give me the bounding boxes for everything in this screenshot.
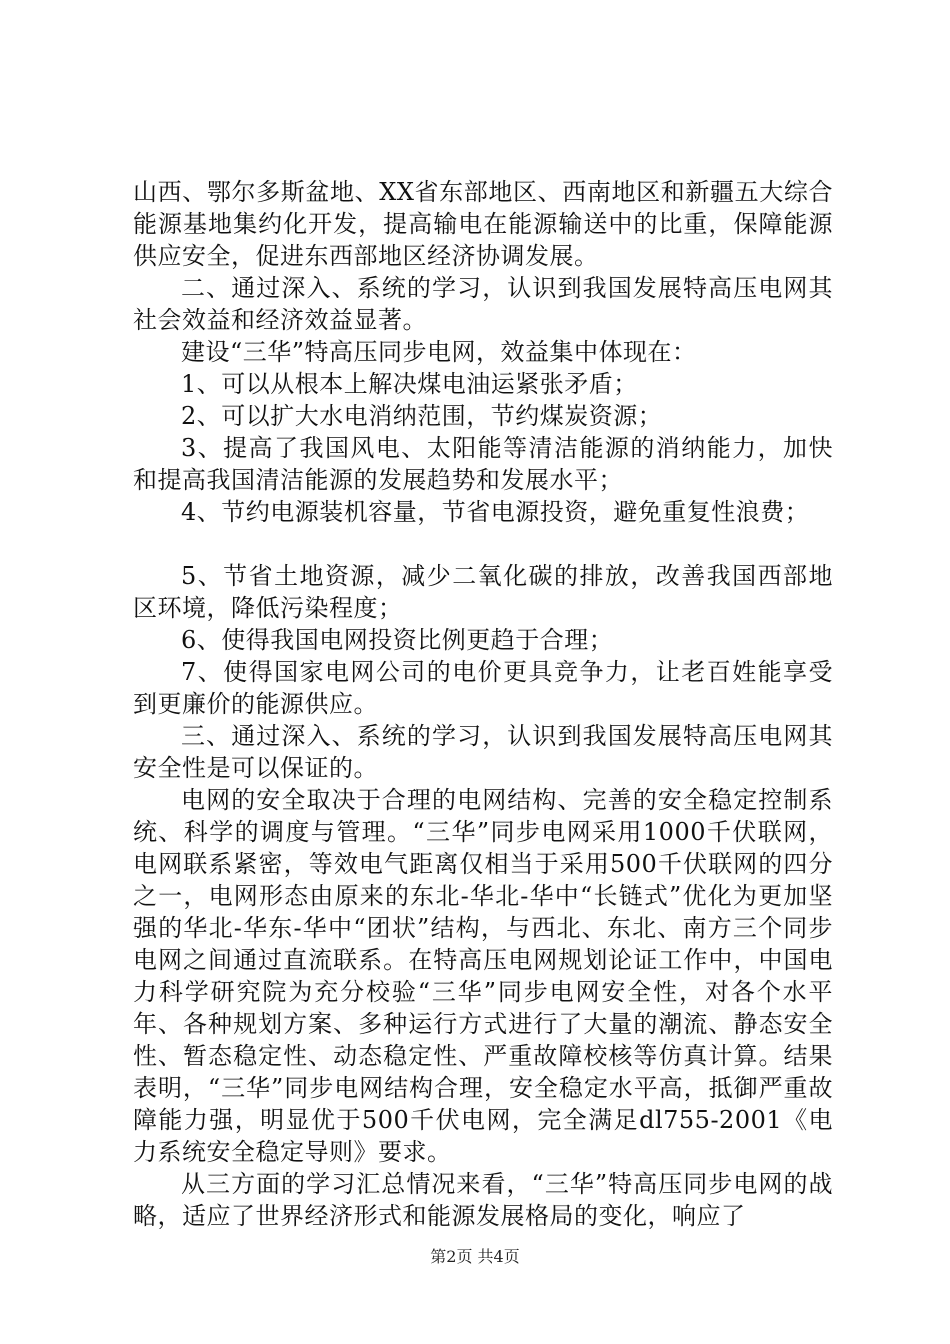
- list-item-benefit-3: 3、提高了我国风电、太阳能等清洁能源的消纳能力，加快和提高我国清洁能源的发展趋势和发展水平；: [133, 434, 833, 494]
- list-item-benefit-6: 6、使得我国电网投资比例更趋于合理；: [181, 626, 614, 654]
- paragraph-energy-bases: 山西、鄂尔多斯盆地、XX省东部地区、西南地区和新疆五大综合能源基地集约化开发，提高输电在能源输送中的比重，保障能源供应安全，促进东西部地区经济协调发展。: [133, 178, 833, 270]
- page-number-footer: 第2页 共4页: [430, 1247, 520, 1266]
- paragraph-summary: 从三方面的学习汇总情况来看，“三华”特高压同步电网的战略，适应了世界经济形式和能源发展格局的变化，响应了: [133, 1170, 833, 1230]
- paragraph-grid-safety: 电网的安全取决于合理的电网结构、完善的安全稳定控制系统、科学的调度与管理。“三华”同步电网采用1000千伏联网，电网联系紧密，等效电气距离仅相当于采用500千伏联网的四分之一，电网形态由原来的东北-华北-华中“长链式”优化为更加坚强的华北-华东-华中“团状”结构，与西北、东北、南方三个同步电网之间通过直流联系。在特高压电网规划论证工作中，中国电力科学研究院为充分校验“三华”同步电网安全性，对各个水平年、各种规划方案、多种运行方式进行了大量的潮流、静态安全性、暂态稳定性、动态稳定性、严重故障校核等仿真计算。结果表明，“三华”同步电网结构合理，安全稳定水平高，抵御严重故障能力强，明显优于500千伏电网，完全满足dl755-2001《电力系统安全稳定导则》要求。: [133, 786, 833, 1166]
- list-item-benefit-2: 2、可以扩大水电消纳范围，节约煤炭资源；: [181, 402, 663, 430]
- list-item-benefit-7: 7、使得国家电网公司的电价更具竞争力，让老百姓能享受到更廉价的能源供应。: [133, 658, 833, 718]
- paragraph-section-two-heading: 二、通过深入、系统的学习，认识到我国发展特高压电网其社会效益和经济效益显著。: [133, 274, 833, 334]
- list-item-benefit-1: 1、可以从根本上解决煤电油运紧张矛盾；: [181, 370, 638, 398]
- list-item-benefit-4: 4、节约电源装机容量，节省电源投资，避免重复性浪费；: [181, 498, 810, 526]
- document-body: [133, 176, 833, 1232]
- list-item-benefit-5: 5、节省土地资源，减少二氧化碳的排放，改善我国西部地区环境，降低污染程度；: [133, 562, 833, 622]
- blank-line: [133, 528, 833, 560]
- paragraph-section-three-heading: 三、通过深入、系统的学习，认识到我国发展特高压电网其安全性是可以保证的。: [133, 722, 833, 782]
- paragraph-benefits-intro: 建设“三华”特高压同步电网，效益集中体现在：: [181, 338, 697, 366]
